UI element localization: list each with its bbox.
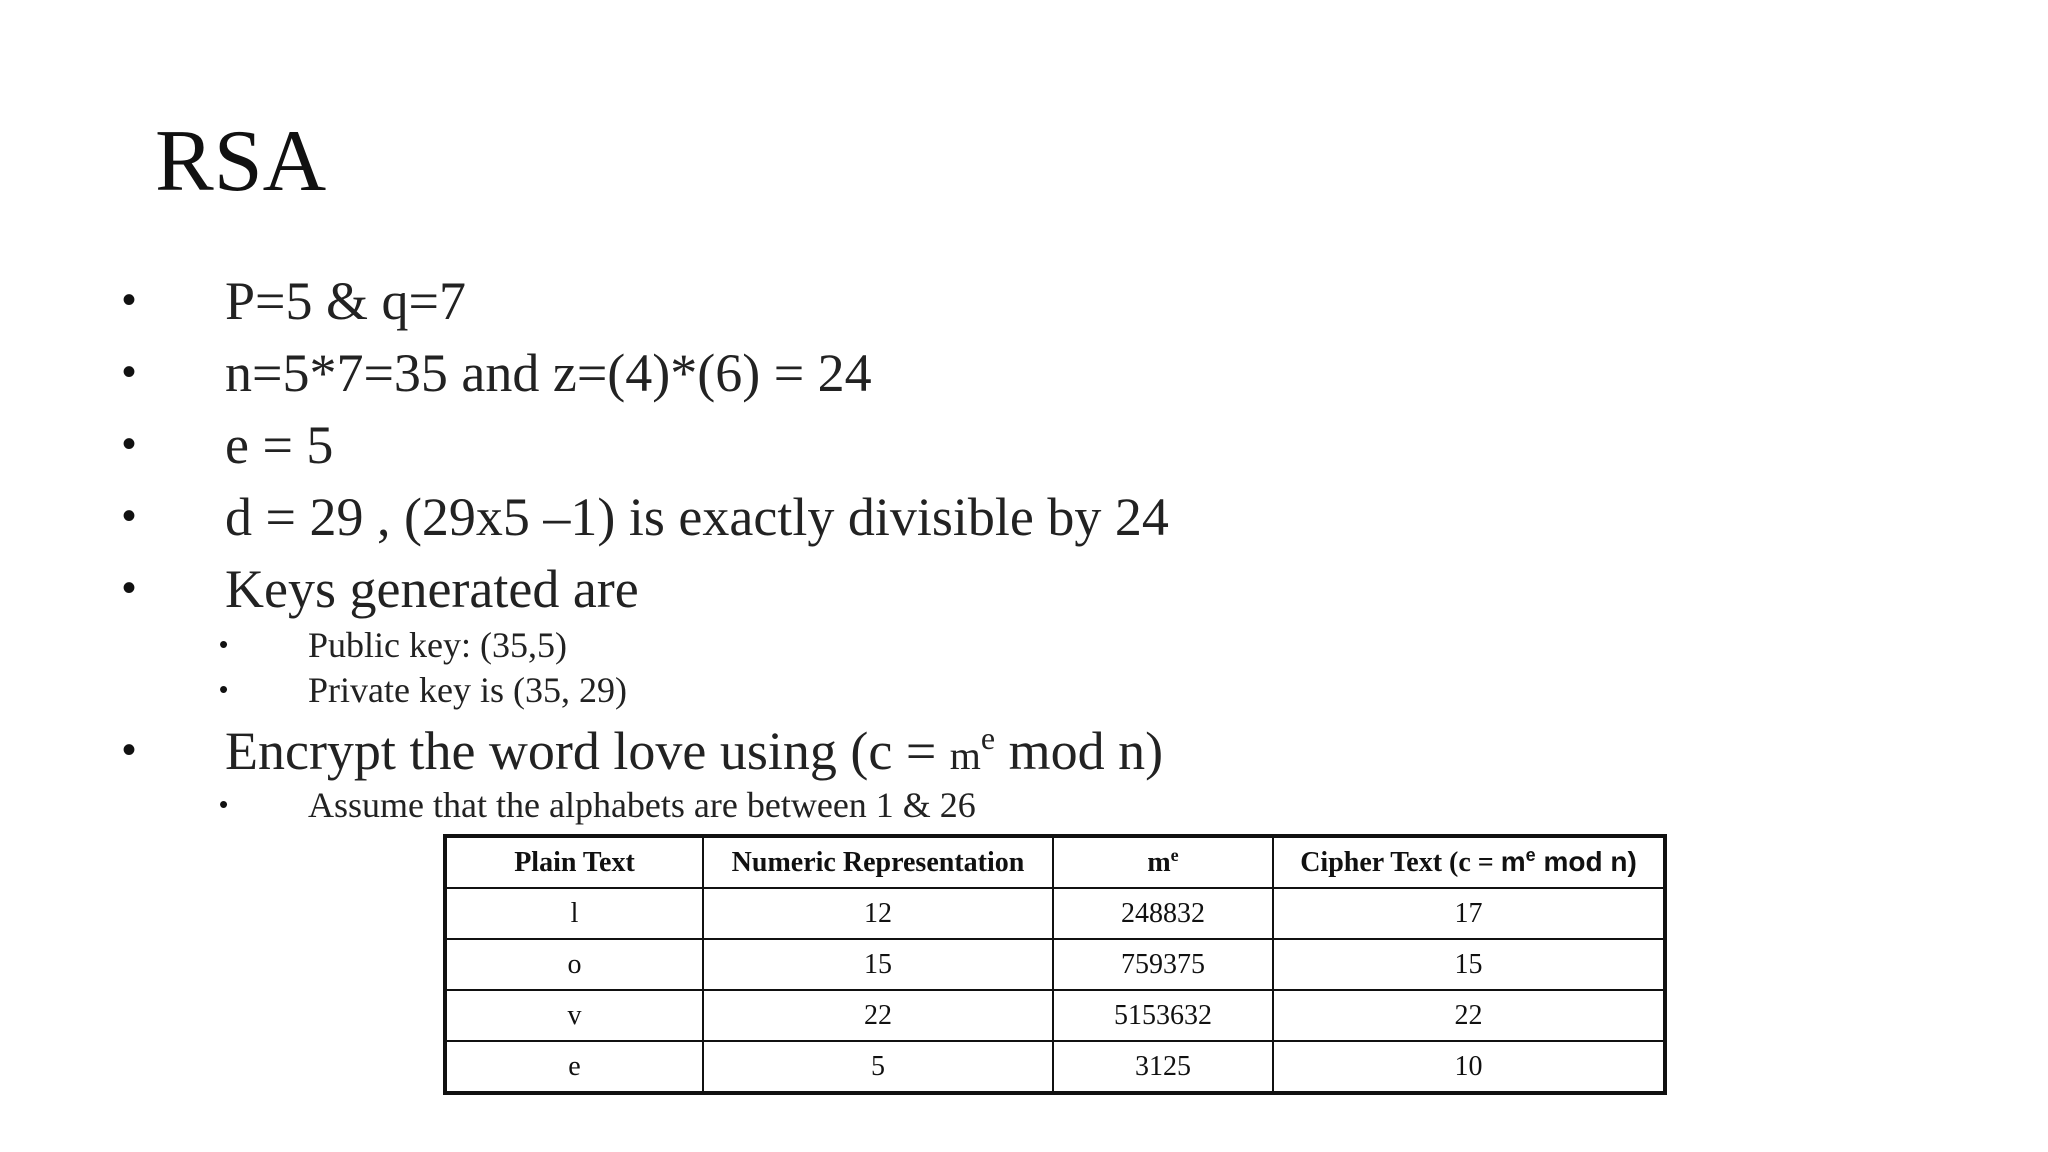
cell-numeric: 22 xyxy=(703,990,1053,1041)
sub-bullet-dot: • xyxy=(219,674,229,704)
table-row xyxy=(445,939,1665,990)
bullet-dot: • xyxy=(122,728,137,772)
header-me-exponent: e xyxy=(1170,844,1179,865)
slide-title: RSA xyxy=(155,113,327,210)
header-cipher-text xyxy=(1273,836,1665,888)
bullet-text: n=5*7=35 and z=(4)*(6) = 24 xyxy=(225,343,872,403)
header-numeric-representation: Numeric Representation xyxy=(703,836,1053,888)
cell-me: 759375 xyxy=(1053,939,1273,990)
encrypt-prefix: Encrypt the word love using (c = xyxy=(225,721,950,781)
cell-numeric: 5 xyxy=(703,1041,1053,1093)
encrypt-suffix: mod n) xyxy=(995,721,1164,781)
sub-bullet-text: Assume that the alphabets are between 1 & 26 xyxy=(308,785,976,825)
table-row xyxy=(445,1041,1665,1093)
table-row xyxy=(445,888,1665,939)
encryption-table xyxy=(443,834,1667,1095)
bullet-dot: • xyxy=(122,566,137,610)
header-cipher-m: m xyxy=(1500,846,1526,877)
bullet-text-encrypt xyxy=(225,720,1164,781)
bullet-text: P=5 & q=7 xyxy=(225,271,466,331)
table-row xyxy=(445,990,1665,1041)
encrypt-exponent: e xyxy=(980,720,996,756)
bullet-dot: • xyxy=(122,494,137,538)
bullet-text: e = 5 xyxy=(225,415,334,475)
sub-bullet-dot: • xyxy=(219,789,229,819)
header-me-base: m xyxy=(1147,846,1171,878)
cell-cipher: 17 xyxy=(1273,888,1665,939)
cell-cipher: 15 xyxy=(1273,939,1665,990)
header-cipher-prefix: Cipher Text (c = xyxy=(1300,847,1501,878)
bullet-dot: • xyxy=(122,278,137,322)
bullet-dot: • xyxy=(122,350,137,394)
header-cipher-exponent: e xyxy=(1525,845,1536,865)
cell-numeric: 12 xyxy=(703,888,1053,939)
bullet-dot: • xyxy=(122,422,137,466)
cell-me: 3125 xyxy=(1053,1041,1273,1093)
sub-bullet-text: Private key is (35, 29) xyxy=(308,670,627,710)
cell-cipher: 22 xyxy=(1273,990,1665,1041)
cell-me: 5153632 xyxy=(1053,990,1273,1041)
cell-numeric: 15 xyxy=(703,939,1053,990)
sub-bullet-text: Public key: (35,5) xyxy=(308,625,567,665)
header-m-power-e xyxy=(1053,836,1273,888)
cell-plain: e xyxy=(445,1041,703,1093)
encrypt-m: m xyxy=(949,733,981,778)
bullet-text: d = 29 , (29x5 –1) is exactly divisible by 24 xyxy=(225,487,1169,547)
table-header-row xyxy=(445,836,1665,888)
cell-plain: o xyxy=(445,939,703,990)
header-plain-text: Plain Text xyxy=(445,836,703,888)
cell-plain: l xyxy=(445,888,703,939)
bullet-text: Keys generated are xyxy=(225,559,639,619)
header-cipher-suffix: mod n) xyxy=(1535,846,1637,877)
cell-cipher: 10 xyxy=(1273,1041,1665,1093)
sub-bullet-dot: • xyxy=(219,629,229,659)
cell-plain: v xyxy=(445,990,703,1041)
cell-me: 248832 xyxy=(1053,888,1273,939)
